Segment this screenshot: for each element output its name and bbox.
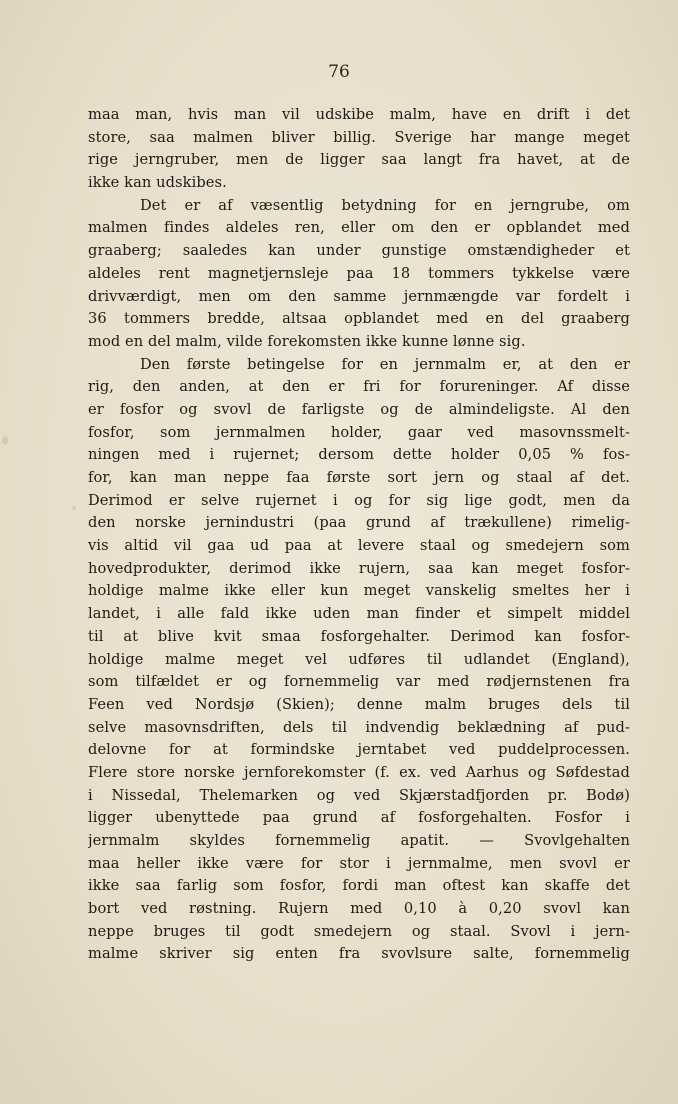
text-line: store, saa malmen bliver billig. Sverige har mange meget <box>88 128 630 146</box>
text-line: neppe bruges til godt smedejern og staal. Svovl i jern- <box>88 922 630 940</box>
text-line: vis altid vil gaa ud paa at levere staal og smedejern som <box>88 537 630 555</box>
text-line: fosfor, som jernmalmen holder, gaar ved masovnssmelt- <box>88 423 630 441</box>
text-line: ikke saa farlig som fosfor, fordi man oftest kan skaffe det <box>88 877 630 895</box>
text-line: jernmalm skyldes fornemmelig apatit. — Svovlgehalten <box>88 832 630 849</box>
text-line: 36 tommers bredde, altsaa opblandet med en del graaberg <box>88 310 630 328</box>
text-line: er fosfor og svovl de farligste og de almindeligste. Al den <box>88 400 630 418</box>
text-line: i Nissedal, Thelemarken og ved Skjærstadfjorden pr. Bodø) <box>88 786 630 804</box>
text-line: holdige malme ikke eller kun meget vanskelig smeltes her i <box>88 582 630 600</box>
text-line: hovedprodukter, derimod ikke rujern, saa kan meget fosfor- <box>88 559 630 577</box>
text-line: som tilfældet er og fornemmelig var med rødjernstenen fra <box>88 673 630 691</box>
paper-stain <box>2 436 8 445</box>
text-line: maa heller ikke være for stor i jernmalme, men svovl er <box>88 854 630 872</box>
text-line: mod en del malm, vilde forekomsten ikke kunne lønne sig. <box>88 332 526 350</box>
text-line: Derimod er selve rujernet i og for sig lige godt, men da <box>88 491 630 509</box>
text-line: delovne for at formindske jerntabet ved puddelprocessen. <box>88 741 630 759</box>
paragraph-start-line: Den første betingelse for en jernmalm er, at den er <box>140 355 630 373</box>
text-line: selve masovnsdriften, dels til indvendig beklædning af pud- <box>88 718 630 736</box>
text-line: holdige malme meget vel udføres til udlandet (England), <box>88 650 630 668</box>
text-line: rig, den anden, at den er fri for forureninger. Af disse <box>88 378 630 396</box>
text-line: maa man, hvis man vil udskibe malm, have en drift i det <box>88 106 630 123</box>
text-line: bort ved røstning. Rujern med 0,10 à 0,20 svovl kan <box>88 900 630 918</box>
body-text <box>88 104 630 966</box>
text-line: drivværdigt, men om den samme jernmængde var fordelt i <box>88 287 630 305</box>
text-line: den norske jernindustri (paa grund af trækullene) rimelig- <box>88 514 630 532</box>
text-line: ligger ubenyttede paa grund af fosforgehalten. Fosfor i <box>88 809 630 827</box>
text-line: ningen med i rujernet; dersom dette holder 0,05 % fos- <box>88 446 630 464</box>
text-line: ikke kan udskibes. <box>88 174 227 192</box>
text-line: graaberg; saaledes kan under gunstige omstændigheder et <box>88 242 630 260</box>
text-line: malme skriver sig enten fra svovlsure salte, fornemmelig <box>88 945 630 963</box>
text-line: til at blive kvit smaa fosforgehalter. Derimod kan fosfor- <box>88 627 630 645</box>
text-line: aldeles rent magnetjernsleje paa 18 tommers tykkelse være <box>88 264 630 282</box>
text-line: Flere store norske jernforekomster (f. ex. ved Aarhus og Søfdestad <box>88 763 630 781</box>
page-number: 76 <box>328 62 350 82</box>
text-line: for, kan man neppe faa første sort jern og staal af det. <box>88 469 630 486</box>
text-line: landet, i alle fald ikke uden man finder et simpelt middel <box>88 605 630 623</box>
text-line: malmen findes aldeles ren, eller om den er opblandet med <box>88 219 630 237</box>
text-line: Feen ved Nordsjø (Skien); denne malm bruges dels til <box>88 695 630 713</box>
paragraph-start-line: Det er af væsentlig betydning for en jerngrube, om <box>140 196 630 214</box>
paper-stain <box>72 506 76 510</box>
text-line: rige jerngruber, men de ligger saa langt fra havet, at de <box>88 151 630 169</box>
